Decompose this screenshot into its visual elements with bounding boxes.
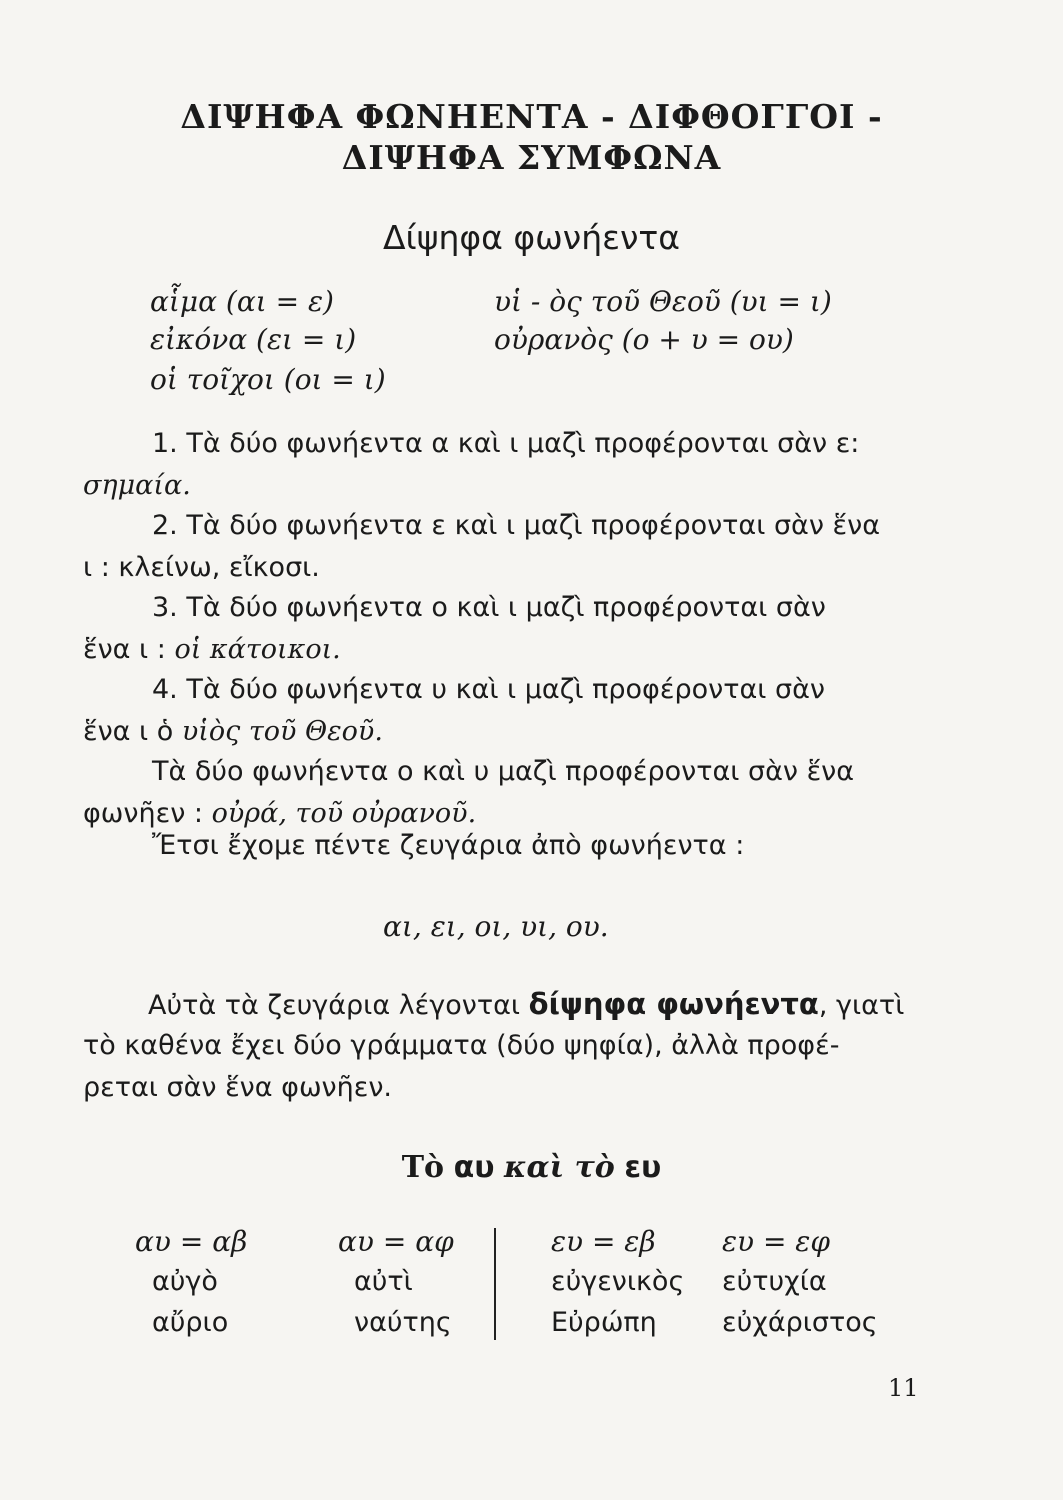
paragraph-line-1-post: , γιατὶ	[818, 990, 905, 1021]
rule-2-example-line	[83, 552, 320, 583]
table-col-2-row-1: αὐτὶ	[354, 1266, 413, 1297]
rule-5-example-line	[83, 798, 476, 829]
rule-4-example-line	[83, 716, 383, 747]
page-title-line2: ΔΙΨΗΦΑ ΣΥΜΦΩΝΑ	[341, 138, 722, 177]
table-col-1-row-1: αὐγὸ	[152, 1266, 218, 1297]
table-header-1: αυ = αβ	[135, 1225, 248, 1258]
rule-5-example: οὐρά, τοῦ οὐρανοῦ.	[211, 798, 477, 829]
table-col-3-row-1: εὐγενικὸς	[551, 1266, 685, 1297]
rule-4	[152, 674, 825, 705]
rule-3-example-line	[83, 634, 341, 665]
paragraph-line-1-pre: Αὐτὰ τὰ ζευγάρια λέγονται	[148, 990, 521, 1021]
example-left-2: εἰκόνα (ει = ι)	[150, 323, 357, 356]
table-col-3-row-2: Εὐρώπη	[551, 1307, 657, 1338]
example-right-1: υἱ - ὸς τοῦ Θεοῦ (υι = ι)	[494, 285, 832, 318]
paragraph-term-bold: δίψηφα φωνήεντα	[528, 987, 819, 1021]
paragraph-line-2: τὸ καθένα ἔχει δύο γράμματα (δύο ψηφία), ἀλλὰ προφέ-	[83, 1030, 840, 1061]
rule-4-example: υἱὸς τοῦ Θεοῦ.	[181, 716, 383, 747]
table-divider	[494, 1228, 496, 1340]
example-left-3: οἱ τοῖχοι (οι = ι)	[150, 363, 386, 396]
section-2-title-pre: Τὸ	[401, 1150, 445, 1185]
rule-2-number: 2.	[152, 510, 178, 541]
table-header-2: αυ = αφ	[338, 1225, 454, 1258]
rule-2-example: κλείνω, εἴκοσι.	[118, 552, 320, 583]
rule-2	[152, 510, 880, 541]
page-number: 11	[888, 1374, 919, 1402]
rule-5-example-prefix: φωνῆεν :	[83, 798, 203, 829]
rule-5-text: Τὰ δύο φωνήεντα ο καὶ υ μαζὶ προφέρονται σὰν ἕνα	[152, 756, 855, 787]
diphthong-pairs: αι, ει, οι, υι, ου.	[383, 910, 609, 943]
rule-4-number: 4.	[152, 674, 178, 705]
rule-2-example-prefix: ι :	[83, 552, 110, 583]
rule-2-text: Τὰ δύο φωνήεντα ε καὶ ι μαζὶ προφέρονται σὰν ἕνα	[186, 510, 880, 541]
rule-1-example: σημαία.	[83, 470, 191, 501]
table-col-2-row-2: ναύτης	[354, 1307, 452, 1338]
rule-1-number: 1.	[152, 428, 178, 459]
section-2-title	[0, 1150, 1063, 1185]
rule-4-text: Τὰ δύο φωνήεντα υ καὶ ι μαζὶ προφέρονται σὰν	[186, 674, 825, 705]
table-col-4-row-1: εὐτυχία	[722, 1266, 827, 1297]
page-title-line1: ΔΙΨΗΦΑ ΦΩΝΗΕΝΤΑ - ΔΙΦΘΟΓΓΟΙ -	[180, 97, 883, 136]
example-left-1: αἷμα (αι = ε)	[150, 285, 334, 318]
table-header-4: ευ = εφ	[722, 1225, 830, 1258]
rule-3-example-prefix: ἕνα ι :	[83, 634, 166, 665]
paragraph-line-3: ρεται σὰν ἕνα φωνῆεν.	[83, 1072, 393, 1103]
table-col-4-row-2: εὐχάριστος	[722, 1307, 878, 1338]
table-header-3: ευ = εβ	[551, 1225, 656, 1258]
section-2-title-au: αυ	[453, 1150, 495, 1185]
table-col-1-row-2: αὔριο	[152, 1307, 229, 1338]
section-2-title-mid: καὶ τὸ	[504, 1150, 615, 1185]
rule-3-example: οἱ κάτοικοι.	[174, 634, 341, 665]
summary-text: Ἔτσι ἔχομε πέντε ζευγάρια ἀπὸ φωνήεντα :	[152, 830, 745, 861]
rule-3-number: 3.	[152, 592, 178, 623]
section-2-title-eu: ευ	[624, 1150, 662, 1185]
rule-1-text: Τὰ δύο φωνήεντα α καὶ ι μαζὶ προφέρονται σὰν ε:	[186, 428, 860, 459]
example-right-2: οὐρανὸς (ο + υ = ου)	[494, 323, 794, 356]
section-subtitle: Δίψηφα φωνήεντα	[382, 218, 681, 257]
rule-1	[152, 428, 859, 459]
rule-4-example-prefix: ἕνα ι ὁ	[83, 716, 174, 747]
rule-3-text: Τὰ δύο φωνήεντα ο καὶ ι μαζὶ προφέρονται σὰν	[186, 592, 826, 623]
paragraph-line-1	[148, 987, 904, 1021]
rule-3	[152, 592, 826, 623]
